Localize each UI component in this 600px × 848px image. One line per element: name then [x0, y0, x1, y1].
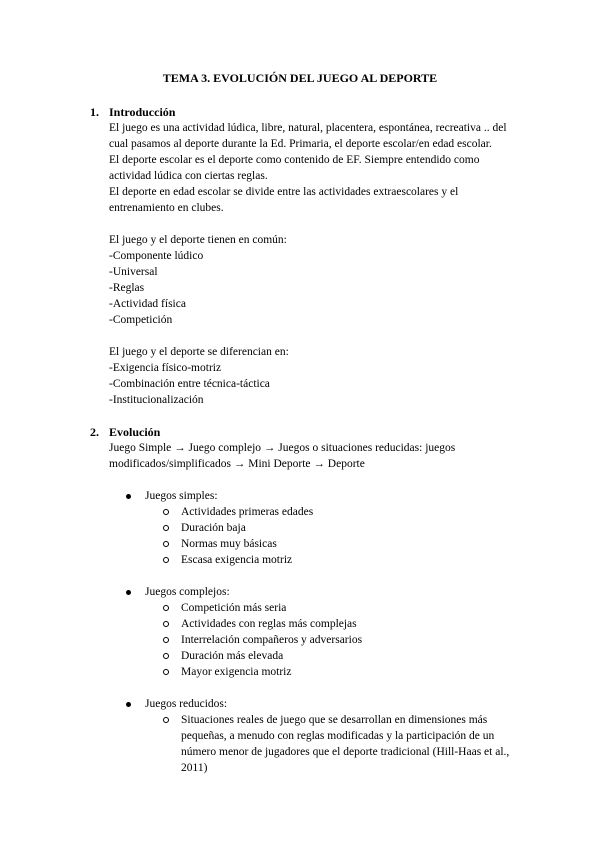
list-item: -Reglas: [109, 282, 145, 294]
section-heading-evolucion: [90, 424, 160, 440]
sub-item-text: Normas muy básicas: [181, 538, 277, 550]
text-line: El deporte en edad escolar se divide entre las actividades extraescolares y el: [109, 186, 459, 198]
list-intro: El juego y el deporte tienen en común:: [109, 234, 287, 246]
sub-item-text: Actividades con reglas más complejas: [181, 618, 357, 630]
bullet-item: [109, 696, 569, 712]
bullet-label: Juegos complejos:: [145, 586, 230, 598]
circle-bullet-icon: [163, 509, 169, 515]
circle-bullet-icon: [163, 717, 169, 723]
sub-item-text: Duración baja: [181, 522, 246, 534]
list-item: -Combinación entre técnica-táctica: [109, 378, 270, 390]
sub-item: [109, 632, 569, 648]
sub-item-text: Duración más elevada: [181, 650, 284, 662]
section-title: Introducción: [109, 105, 176, 119]
section-number: 2.: [90, 425, 99, 439]
sub-item: [109, 536, 569, 552]
bullet-label: Juegos simples:: [145, 490, 218, 502]
text-line: entrenamiento en clubes.: [109, 202, 224, 214]
intro-paragraph: [109, 120, 569, 216]
sub-item: [109, 552, 569, 568]
section-number: 1.: [90, 105, 99, 119]
circle-bullet-icon: [163, 541, 169, 547]
page-title: TEMA 3. EVOLUCIÓN DEL JUEGO AL DEPORTE: [162, 71, 438, 85]
circle-bullet-icon: [163, 637, 169, 643]
list-item: -Actividad física: [109, 298, 186, 310]
circle-bullet-icon: [163, 605, 169, 611]
sub-item: [109, 504, 569, 520]
text-line: cual pasamos al deporte durante la Ed. Primaria, el deporte escolar/en edad escolar.: [109, 138, 492, 150]
sub-item-text: Competición más seria: [181, 602, 287, 614]
sub-item-text: Escasa exigencia motriz: [181, 554, 293, 566]
evolution-flow: [109, 440, 569, 472]
bullet-icon: [126, 702, 131, 707]
sub-item-text: Actividades primeras edades: [181, 506, 314, 518]
bullet-item: [109, 584, 569, 600]
circle-bullet-icon: [163, 653, 169, 659]
bullet-item: [109, 488, 569, 504]
list-item: -Componente lúdico: [109, 250, 204, 262]
bullet-label: Juegos reducidos:: [145, 698, 228, 710]
sub-item-text: Interrelación compañeros y adversarios: [181, 634, 363, 646]
circle-bullet-icon: [163, 525, 169, 531]
list-item: -Exigencia físico-motriz: [109, 362, 222, 374]
text-line: Juego Simple → Juego complejo → Juegos o situaciones reducidas: juegos: [109, 442, 456, 454]
sub-item: [109, 600, 569, 616]
sub-item: [109, 712, 521, 776]
list-item: -Competición: [109, 314, 173, 326]
sub-item: [109, 664, 569, 680]
section-heading-introduccion: [90, 104, 175, 120]
group-juegos-simples: [109, 488, 569, 568]
list-item: -Universal: [109, 266, 158, 278]
text-line: actividad lúdica con ciertas reglas.: [109, 170, 268, 182]
sub-item-text: Situaciones reales de juego que se desarrollan en dimensiones más pequeñas, a menudo con reglas modificadas y la participación de un número menor de jugadores que el deporte tradicional (Hill-Haas et al., 2011): [181, 714, 510, 774]
sub-item: [109, 616, 569, 632]
common-list: [109, 232, 569, 328]
circle-bullet-icon: [163, 621, 169, 627]
text-line: modificados/simplificados → Mini Deporte → Deporte: [109, 458, 365, 470]
difference-list: [109, 344, 569, 408]
section-title: Evolución: [109, 425, 161, 439]
sub-item-text: Mayor exigencia motriz: [181, 666, 292, 678]
group-juegos-reducidos: [109, 696, 569, 776]
sub-item: [109, 520, 569, 536]
bullet-icon: [126, 494, 131, 499]
text-line: El deporte escolar es el deporte como contenido de EF. Siempre entendido como: [109, 154, 480, 166]
text-line: El juego es una actividad lúdica, libre, natural, placentera, espontánea, recreativa .. del: [109, 122, 507, 134]
circle-bullet-icon: [163, 669, 169, 675]
list-item: -Institucionalización: [109, 394, 204, 406]
group-juegos-complejos: [109, 584, 569, 680]
bullet-icon: [126, 590, 131, 595]
circle-bullet-icon: [163, 557, 169, 563]
sub-item: [109, 648, 569, 664]
list-intro: El juego y el deporte se diferencian en:: [109, 346, 289, 358]
